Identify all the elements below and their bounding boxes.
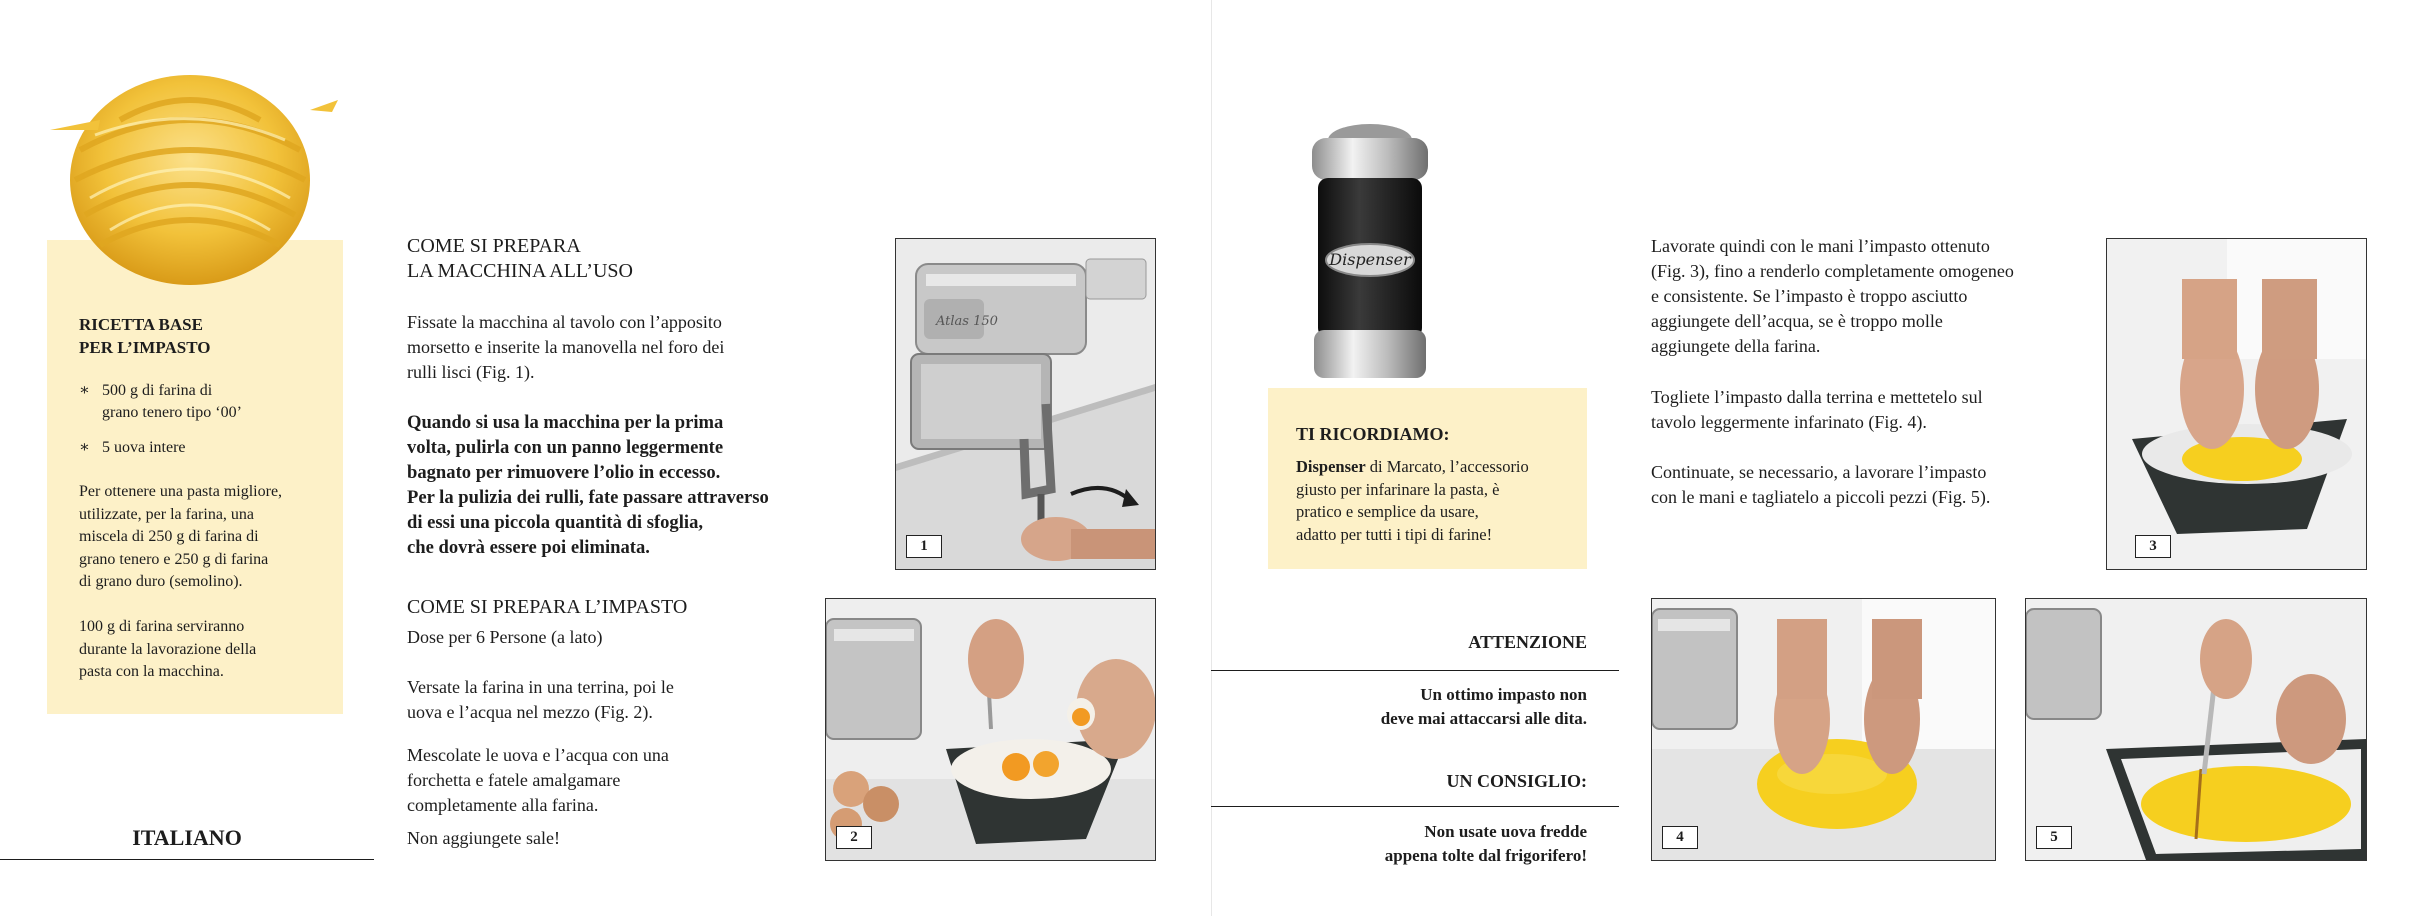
dough-step-2 bbox=[407, 743, 807, 818]
text-line: e consistente. Se l’impasto è troppo asciutto bbox=[1651, 286, 1968, 306]
tagliatelle-nest-image bbox=[40, 30, 340, 300]
kneading-in-bowl-image bbox=[2107, 239, 2366, 569]
title-line: LA MACCHINA ALL’USO bbox=[407, 260, 633, 282]
text-line: bagnato per rimuovere l’olio in eccesso. bbox=[407, 462, 721, 483]
text-line: Lavorate quindi con le mani l’impasto ottenuto bbox=[1651, 236, 1990, 256]
text-line: aggiungete della farina. bbox=[1651, 336, 1821, 356]
reminder-line: pratico e semplice da usare, bbox=[1296, 502, 1479, 521]
ingredient-line: 500 g di farina di bbox=[102, 382, 213, 399]
figure-5-label: 5 bbox=[2036, 826, 2072, 849]
section-title-machine bbox=[407, 234, 857, 284]
attention-title: ATTENZIONE bbox=[1468, 632, 1587, 652]
no-salt-note: Non aggiungete sale! bbox=[407, 828, 560, 848]
recipe-title bbox=[79, 313, 329, 359]
recipe-title-line: PER L’IMPASTO bbox=[79, 338, 211, 357]
tip-rule bbox=[1211, 806, 1619, 807]
text-line: Fissate la macchina al tavolo con l’apposito bbox=[407, 312, 722, 332]
pasta-machine-clamp-image bbox=[896, 239, 1155, 569]
ingredient-line: grano tenero tipo ‘00’ bbox=[102, 404, 242, 421]
tip-text bbox=[1211, 820, 1587, 867]
reminder-text bbox=[1296, 456, 1556, 546]
dispenser-brand: Dispenser bbox=[1296, 457, 1366, 476]
text-line: completamente alla farina. bbox=[407, 795, 599, 815]
text-line: Togliete l’impasto dalla terrina e mettetelo sul bbox=[1651, 387, 1983, 407]
reminder-title: TI RICORDIAMO: bbox=[1296, 424, 1450, 444]
machine-setup-text bbox=[407, 310, 857, 385]
figure-4-label: 4 bbox=[1662, 826, 1698, 849]
tip-title: UN CONSIGLIO: bbox=[1446, 771, 1587, 791]
ingredient-item bbox=[79, 380, 339, 424]
bullet-icon: ∗ bbox=[79, 382, 90, 399]
note-line: miscela di 250 g di farina di bbox=[79, 528, 259, 545]
note-line: di grano duro (semolino). bbox=[79, 573, 243, 590]
figure-2-label: 2 bbox=[836, 826, 872, 849]
note-line: 100 g di farina serviranno bbox=[79, 618, 245, 635]
attention-rule bbox=[1211, 670, 1619, 671]
figure-5-photo bbox=[2025, 598, 2367, 861]
reminder-line: giusto per infarinare la pasta, è bbox=[1296, 479, 1500, 499]
dough-step-1 bbox=[407, 675, 807, 725]
text-line: (Fig. 3), fino a renderlo completamente omogeneo bbox=[1651, 261, 2014, 281]
note-line: pasta con la macchina. bbox=[79, 663, 224, 680]
reminder-line: adatto per tutti i tipi di farine! bbox=[1296, 524, 1493, 544]
dispenser-label: Dispenser bbox=[1329, 250, 1411, 269]
note-line: durante la lavorazione della bbox=[79, 640, 257, 658]
text-line: volta, pulirla con un panno leggermente bbox=[407, 437, 724, 458]
recipe-note bbox=[79, 481, 329, 594]
attention-line: deve mai attaccarsi alle dita. bbox=[1380, 708, 1587, 728]
text-line: Versate la farina in una terrina, poi le bbox=[407, 677, 674, 697]
text-line: rulli lisci (Fig. 1). bbox=[407, 362, 535, 382]
ingredient-list bbox=[79, 380, 339, 472]
cutting-text bbox=[1651, 460, 2091, 510]
cutting-dough-image bbox=[2026, 599, 2366, 860]
recipe-title-line: RICETTA BASE bbox=[79, 315, 203, 334]
tip-line: appena tolte dal frigorifero! bbox=[1384, 845, 1587, 865]
machine-engraving: Atlas 150 bbox=[936, 314, 998, 329]
text-line: di essi una piccola quantità di sfoglia, bbox=[407, 512, 704, 533]
text-line: Continuate, se necessario, a lavorare l’impasto bbox=[1651, 462, 1987, 482]
text-line: aggiungete dell’acqua, se è troppo molle bbox=[1651, 311, 1943, 331]
text-line: morsetto e inserite la manovella nel foro dei bbox=[407, 337, 725, 357]
text-line: che dovrà essere poi eliminata. bbox=[407, 537, 650, 558]
text-line: uova e l’acqua nel mezzo (Fig. 2). bbox=[407, 702, 653, 722]
text-line: Mescolate le uova e l’acqua con una bbox=[407, 745, 669, 765]
figure-1-label: 1 bbox=[906, 535, 942, 558]
ingredient-item bbox=[79, 437, 339, 459]
title-line: COME SI PREPARA bbox=[407, 235, 581, 257]
attention-line: Un ottimo impasto non bbox=[1420, 685, 1587, 704]
figure-2-photo bbox=[825, 598, 1156, 861]
note-line: Per ottenere una pasta migliore, bbox=[79, 483, 283, 500]
text-line: Per la pulizia dei rulli, fate passare attraverso bbox=[407, 487, 769, 508]
text-line: forchetta e fatele amalgamare bbox=[407, 770, 621, 790]
dough-on-table-image bbox=[1652, 599, 1995, 860]
language-label: ITALIANO bbox=[0, 825, 374, 860]
reminder-line-rest: di Marcato, l’accessorio bbox=[1365, 457, 1529, 476]
note-line: grano tenero e 250 g di farina bbox=[79, 550, 269, 568]
figure-3-label: 3 bbox=[2135, 535, 2171, 558]
recipe-note-flour bbox=[79, 616, 329, 684]
figure-4-photo bbox=[1651, 598, 1996, 861]
eggs-in-flour-bowl-image bbox=[826, 599, 1155, 860]
text-line: tavolo leggermente infarinato (Fig. 4). bbox=[1651, 412, 1927, 432]
attention-text bbox=[1211, 683, 1587, 730]
bullet-icon: ∗ bbox=[79, 439, 90, 456]
dough-servings: Dose per 6 Persone (a lato) bbox=[407, 627, 603, 647]
reminder-line bbox=[1296, 456, 1556, 479]
tip-line: Non usate uova fredde bbox=[1424, 822, 1587, 841]
figure-3-photo bbox=[2106, 238, 2367, 570]
section-title-dough: COME SI PREPARA L’IMPASTO bbox=[407, 596, 688, 618]
text-line: Quando si usa la macchina per la prima bbox=[407, 412, 724, 433]
ingredient-line: 5 uova intere bbox=[102, 439, 186, 456]
kneading-text bbox=[1651, 234, 2091, 359]
note-line: utilizzate, per la farina, una bbox=[79, 505, 255, 523]
figure-1-photo bbox=[895, 238, 1156, 570]
text-line: con le mani e tagliatelo a piccoli pezzi (Fig. 5). bbox=[1651, 487, 1991, 507]
flour-dispenser-image bbox=[1300, 120, 1440, 398]
machine-cleaning-text bbox=[407, 410, 857, 560]
table-transfer-text bbox=[1651, 385, 2091, 435]
